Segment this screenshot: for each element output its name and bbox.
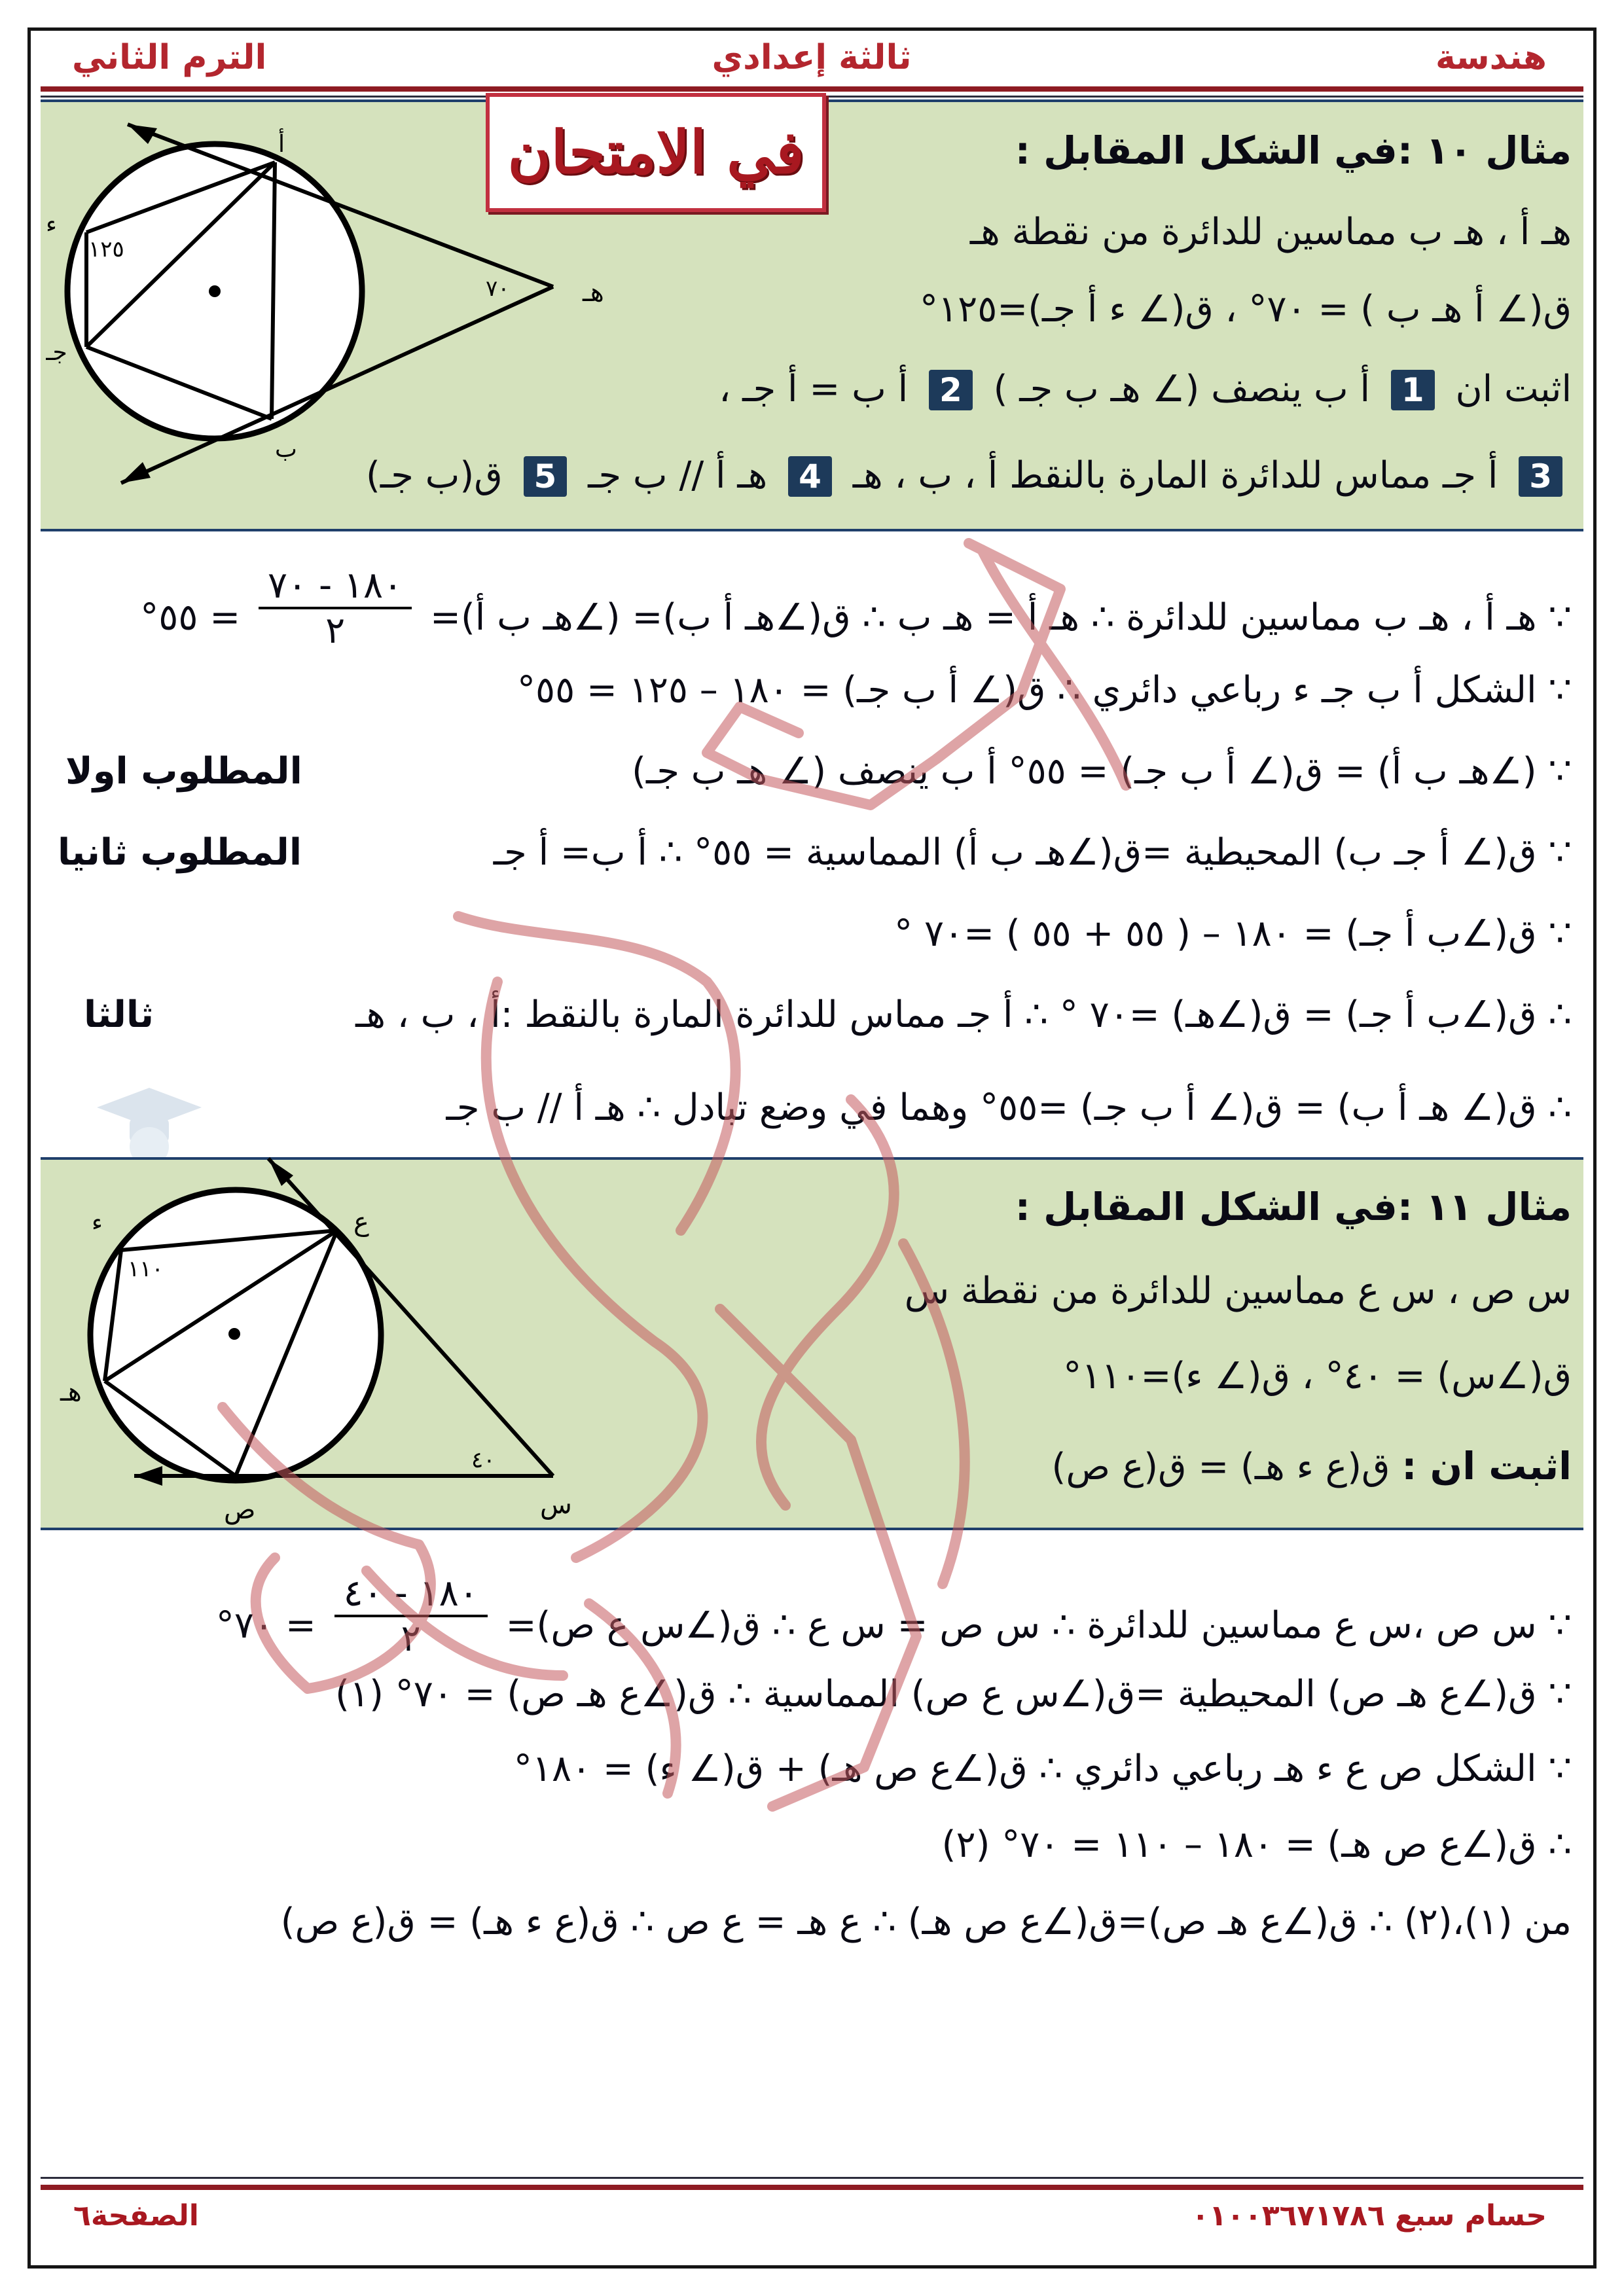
prove-label: اثبت ان: [1455, 368, 1572, 410]
example-10-line-1: هـ أ ، هـ ب مماسين للدائرة من نقطة هـ: [969, 211, 1572, 253]
solution-11-fraction: [334, 1572, 488, 1660]
angle-h: ٧٠: [486, 276, 510, 302]
arrow-ha: [128, 124, 157, 144]
arrow-hb: [121, 462, 151, 483]
solution-10-step-6: ∴ ق(∠ب أ جـ) = ق(∠هـ) =٧٠ ° ∴ أ جـ مماس للدائرة المارة بالنقط :أ ، ب ، هـ: [355, 994, 1572, 1036]
arrow-sp: [134, 1466, 162, 1486]
solution-11-step-4: ∴ ق(∠ع ص هـ) = ١٨٠ – ١١٠ = ٧٠° (٢): [941, 1823, 1572, 1866]
solution-10-step-3: ∵ (∠هـ ب أ) = ق(∠ أ ب جـ) = ٥٥° أ ب ينصف (∠ هـ ب جـ): [632, 750, 1572, 793]
fraction-num-11: ١٨٠ - ٤٠: [334, 1572, 488, 1617]
in-exam-label: في الامتحان: [507, 118, 804, 187]
solution-10-step-2: ∵ الشكل أ ب جـ ء رباعي دائري ∴ ق(∠ أ ب جـ) = ١٨٠ – ١٢٥ = ٥٥°: [517, 669, 1572, 711]
item-5-badge: 5: [524, 456, 568, 497]
label-d11: ء: [92, 1210, 103, 1236]
solution-11-step-1-text: ∵ س ص ،س ع مماسين للدائرة ∴ س ص = س ع ∴ ق(∠س ع ص)=: [505, 1604, 1572, 1647]
item-4-badge: 4: [788, 456, 832, 497]
fraction-num: ١٨٠ - ٧٠: [259, 564, 412, 609]
solution-10-step-1-text: ∵ هـ أ ، هـ ب مماسين للدائرة ∴ هـ أ = هـ ب ∴ ق(∠هـ أ ب)= (∠هـ ب أ)=: [430, 596, 1572, 639]
solution-10-step-1: [140, 564, 1572, 664]
item-3-text: أ جـ مماس للدائرة المارة بالنقط أ ، ب ، هـ: [852, 454, 1498, 497]
item-5-text: ق(ب جـ): [366, 454, 503, 497]
header-term: الترم الثاني: [72, 38, 267, 77]
example-10-title: مثال ١٠ :في الشكل المقابل :: [1015, 128, 1572, 173]
tag-required-first: المطلوب اولا: [65, 750, 302, 793]
label-h: هـ: [583, 278, 604, 308]
solution-10-step-4: ∵ ق(∠ أ جـ ب) المحيطية =ق(∠هـ ب أ) المماسية = ٥٥° ∴ أ ب= أ جـ: [493, 831, 1572, 874]
fraction-den: ٢: [325, 609, 346, 652]
label-p: ص: [224, 1495, 256, 1525]
prove-label-11: اثبت ان :: [1401, 1444, 1572, 1488]
example-11-prove-text: ق(ع ء هـ) = ق(ع ص): [1051, 1446, 1390, 1488]
solution-11-step-3: ∵ الشكل ص ع ء هـ رباعي دائري ∴ ق(∠ع ص هـ) + ق(∠ ء) = ١٨٠°: [513, 1748, 1572, 1790]
header-subject: هندسة: [1435, 38, 1547, 77]
label-a11: ع: [353, 1207, 369, 1237]
solution-11-step-5: من (١)،(٢) ∴ ق(∠ع هـ ص)=ق(∠ع ص هـ) ∴ ع هـ = ع ص ∴ ق(ع ء هـ) = ق(ع ص): [280, 1901, 1572, 1943]
tag-third: ثالثا: [84, 994, 154, 1036]
example-10-figure: [46, 111, 635, 517]
item-2-text: أ ب = أ جـ ،: [719, 368, 909, 410]
footer-rule: [41, 2185, 1583, 2190]
angle-d11: ١١٠: [128, 1256, 164, 1282]
header-rule: [41, 86, 1583, 92]
item-2-badge: 2: [929, 370, 973, 410]
solution-10-step-1-result: = ٥٥°: [140, 596, 241, 639]
label-j: جـ: [46, 339, 67, 366]
label-h11: هـ: [60, 1377, 82, 1407]
footer-author-phone: حسام سبع ٠١٠٠٣٦٧١٧٨٦: [1191, 2199, 1547, 2233]
example-11-line-3: [1051, 1444, 1572, 1488]
solution-11-step-1: [215, 1572, 1572, 1672]
circle-11-center: [228, 1328, 240, 1340]
item-4-text: هـ أ // ب جـ: [588, 454, 768, 497]
example-10-line-3: [719, 368, 1572, 410]
item-1-badge: 1: [1391, 370, 1435, 410]
solution-11-step-2: ∵ ق(∠ع هـ ص) المحيطية =ق(∠س ع ص) المماسية ∴ ق(∠ع هـ ص) = ٧٠° (١): [335, 1673, 1572, 1715]
label-b: ب: [275, 436, 297, 463]
solution-10-fraction: [259, 564, 412, 652]
example-10-line-2: ق(∠ أ هـ ب ) = ٧٠° ، ق(∠ ء أ جـ)=١٢٥°: [920, 288, 1572, 331]
fraction-den-11: ٢: [401, 1617, 421, 1660]
label-s: س: [540, 1490, 572, 1520]
example-11-title: مثال ١١ :في الشكل المقابل :: [1015, 1185, 1572, 1229]
solution-10-step-5: ∵ ق(∠ب أ جـ) = ١٨٠ – ( ٥٥ + ٥٥ ) =٧٠ °: [894, 912, 1572, 955]
header-grade: ثالثة إعدادي: [712, 38, 912, 77]
example-11-figure: [46, 1139, 609, 1532]
item-3-badge: 3: [1519, 456, 1562, 497]
circle-10-center: [209, 285, 221, 297]
label-d: ء: [46, 211, 57, 238]
solution-11-step-1-result: = ٧٠°: [215, 1604, 316, 1647]
example-11-line-1: س ص ، س ع مماسين للدائرة من نقطة س: [904, 1270, 1572, 1312]
angle-d: ١٢٥: [88, 236, 124, 262]
label-a: أ: [278, 131, 285, 158]
solution-10-step-7: ∴ ق(∠ هـ أ ب) = ق(∠ أ ب جـ) =٥٥° وهما في وضع تبادل ∴ هـ أ // ب جـ: [446, 1086, 1572, 1129]
angle-s: ٤٠: [471, 1447, 496, 1473]
example-11-line-2: ق(∠س) = ٤٠° ، ق(∠ ء)=١١٠°: [1063, 1355, 1572, 1397]
item-1-text: أ ب ينصف (∠ هـ ب جـ ): [993, 368, 1371, 410]
tag-required-second: المطلوب ثانيا: [58, 831, 302, 874]
footer-rule-thin: [41, 2177, 1583, 2179]
footer-page-number: الصفحة٦: [73, 2199, 199, 2233]
